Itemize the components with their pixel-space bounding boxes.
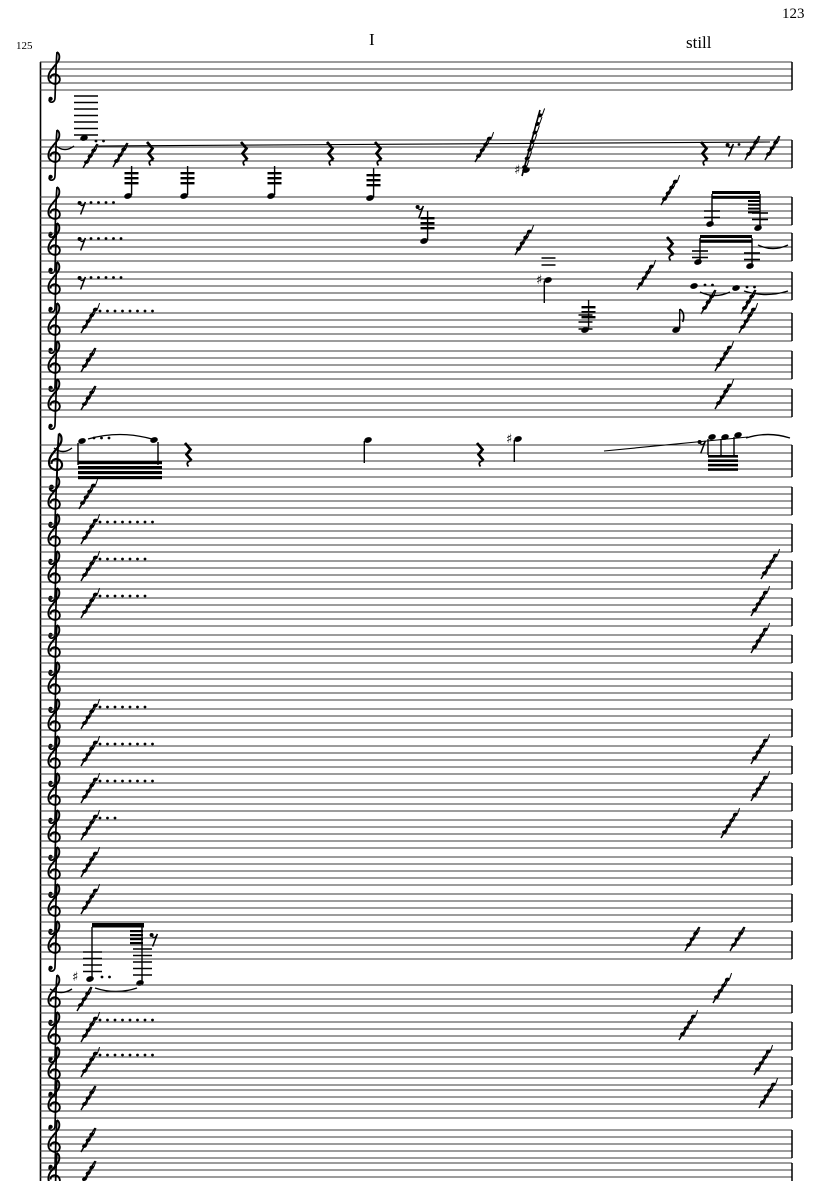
continuation-dot — [129, 558, 132, 561]
notehead — [77, 437, 86, 445]
continuation-dot — [97, 237, 100, 240]
notehead — [689, 282, 698, 290]
continuation-dot — [114, 743, 117, 746]
continuation-dot — [121, 1054, 124, 1057]
measure-number: 125 — [16, 40, 33, 52]
staff-17 — [40, 734, 792, 786]
treble-clef-icon — [48, 130, 59, 180]
grace-note-run — [81, 847, 100, 877]
grace-notehead — [82, 401, 88, 406]
continuation-dot — [106, 1019, 109, 1022]
grace-note-run — [81, 588, 100, 618]
slur — [88, 435, 152, 440]
beam — [78, 471, 162, 474]
grace-note-run — [83, 144, 98, 168]
continuation-dot — [151, 780, 154, 783]
grace-notehead — [740, 324, 746, 329]
duration-dot — [100, 437, 103, 440]
beam — [130, 938, 143, 940]
continuation-dot — [99, 817, 102, 820]
phrase-line — [98, 142, 770, 146]
staff-15 — [40, 662, 792, 712]
sharp-accidental-icon: ♯ — [506, 432, 513, 447]
grace-notehead — [82, 757, 88, 762]
quarter-note — [363, 436, 372, 463]
notehead — [149, 436, 158, 444]
beam — [748, 200, 760, 202]
grace-note-run — [81, 1012, 100, 1042]
grace-notehead — [82, 572, 88, 577]
beam — [712, 191, 760, 194]
treble-clef-icon — [48, 884, 59, 934]
tremolo-beam — [181, 182, 195, 184]
continuation-dot — [114, 817, 117, 820]
continuation-dot — [144, 595, 147, 598]
continuation-dot — [106, 1054, 109, 1057]
staff-8 — [40, 379, 792, 429]
line — [540, 117, 542, 124]
continuation-dot — [99, 558, 102, 561]
grace-note-run — [81, 773, 100, 803]
continuation-dot — [99, 780, 102, 783]
quarter-rest-hook — [479, 461, 483, 467]
grace-note-run — [81, 736, 100, 766]
treble-clef-icon — [48, 736, 59, 786]
sharp-accidental-icon: ♯ — [72, 970, 79, 985]
duration-dot — [102, 140, 105, 143]
continuation-dot — [151, 310, 154, 313]
continuation-dot — [106, 595, 109, 598]
quarter-rest-icon — [477, 443, 484, 461]
eighth-rest-icon — [150, 933, 158, 947]
duration-dot — [108, 437, 111, 440]
continuation-dot — [136, 780, 139, 783]
treble-clef-icon — [48, 514, 59, 564]
treble-clef-icon — [48, 810, 59, 860]
continuation-dot — [121, 706, 124, 709]
lyric-syllable-2: still — [686, 33, 712, 52]
treble-clef-icon — [48, 52, 59, 102]
continuation-dot — [114, 558, 117, 561]
tremolo-beam — [181, 177, 195, 179]
continuation-dot — [114, 1054, 117, 1057]
staff-10 — [40, 477, 792, 527]
beam — [130, 942, 143, 944]
grace-note-run — [81, 303, 100, 333]
continuation-dot — [129, 1019, 132, 1022]
continuation-dot — [136, 706, 139, 709]
continuation-dot — [129, 780, 132, 783]
line — [732, 341, 734, 347]
sharp-accidental-icon: ♯ — [514, 163, 521, 178]
beam — [700, 240, 752, 243]
quarter-rest-icon — [147, 142, 154, 160]
quarter-note — [536, 258, 556, 303]
continuation-dot — [114, 595, 117, 598]
tie — [95, 988, 137, 992]
page-number: 123 — [782, 6, 805, 22]
grace-notehead — [82, 1101, 88, 1106]
duration-dot — [108, 976, 111, 979]
grace-note-run — [81, 348, 96, 372]
continuation-dot — [114, 706, 117, 709]
staff-20 — [40, 847, 792, 897]
quarter-rest-icon — [701, 142, 708, 160]
tremolo-beam — [125, 172, 139, 174]
staff-4 — [40, 211, 792, 273]
continuation-dot — [114, 1019, 117, 1022]
beam — [78, 476, 162, 479]
notehead — [85, 975, 94, 983]
tremolo-beam — [268, 182, 282, 184]
continuation-dot — [136, 558, 139, 561]
beam — [78, 461, 162, 464]
eighth-rest-icon — [78, 276, 86, 290]
treble-clef-icon — [48, 187, 59, 237]
continuation-dot — [129, 1054, 132, 1057]
continuation-dot — [106, 310, 109, 313]
grace-note-run — [81, 1047, 100, 1077]
treble-clef-icon — [48, 699, 59, 749]
continuation-dot — [106, 817, 109, 820]
grace-notehead — [114, 158, 120, 163]
continuation-dot — [144, 1054, 147, 1057]
continuation-dot — [121, 1019, 124, 1022]
line — [732, 379, 734, 385]
notehead — [745, 262, 754, 270]
quarter-rest-hook — [187, 461, 191, 467]
beam — [130, 930, 143, 932]
grace-notehead — [731, 942, 737, 947]
duration-dot — [704, 284, 707, 287]
tremolo-beam — [367, 184, 381, 186]
tremolo-beam — [367, 174, 381, 176]
continuation-dot — [99, 595, 102, 598]
grace-note-run — [81, 884, 100, 914]
line — [529, 151, 531, 158]
lyric-syllable-1: I — [369, 30, 375, 49]
line — [776, 1078, 778, 1084]
eighth-rest-icon — [416, 205, 424, 219]
quarter-rest-hook — [329, 160, 333, 166]
line — [756, 303, 758, 309]
tremolo-note — [579, 300, 596, 334]
continuation-dot — [99, 706, 102, 709]
continuation-dot — [97, 201, 100, 204]
beam — [708, 464, 738, 467]
continuation-dot — [129, 706, 132, 709]
staff-28 — [40, 1153, 792, 1181]
grace-notehead — [84, 159, 90, 164]
continuation-dot — [112, 201, 115, 204]
grace-note-run — [715, 341, 734, 371]
notehead — [705, 220, 714, 228]
continuation-dot — [129, 521, 132, 524]
continuation-dot — [99, 1019, 102, 1022]
continuation-dot — [136, 595, 139, 598]
quarter-note — [506, 432, 523, 462]
grace-notehead — [82, 720, 88, 725]
duration-dot — [711, 284, 714, 287]
staff-22 — [40, 921, 792, 992]
continuation-dot — [136, 743, 139, 746]
staff-19 — [40, 808, 792, 860]
grace-note-run — [81, 1161, 96, 1181]
treble-clef-icon — [48, 847, 59, 897]
continuation-dot — [151, 743, 154, 746]
notehead — [693, 258, 702, 266]
continuation-dot — [106, 780, 109, 783]
line — [492, 132, 494, 138]
treble-clef-icon — [48, 223, 59, 273]
quarter-rest-hook — [703, 160, 707, 166]
continuation-dot — [136, 521, 139, 524]
continuation-dot — [105, 237, 108, 240]
notehead — [135, 979, 144, 987]
grace-note-run — [81, 386, 96, 410]
staff-12 — [40, 549, 792, 601]
grace-notehead — [746, 151, 752, 156]
eighth-rest-icon — [78, 237, 86, 251]
continuation-dot — [129, 595, 132, 598]
continuation-dot — [144, 743, 147, 746]
continuation-dot — [90, 237, 93, 240]
continuation-dot — [120, 276, 123, 279]
grace-note-run — [81, 810, 100, 840]
tremolo-beam — [421, 222, 435, 224]
continuation-dot — [151, 1019, 154, 1022]
line — [98, 303, 100, 309]
continuation-dot — [121, 310, 124, 313]
grace-note-run — [81, 1128, 96, 1152]
staff-14 — [40, 623, 792, 675]
continuation-dot — [121, 558, 124, 561]
quarter-rest-hook — [243, 160, 247, 166]
grace-notehead — [82, 1033, 88, 1038]
staff-3 — [40, 166, 792, 237]
quarter-rest-hook — [669, 255, 673, 261]
line — [678, 175, 680, 181]
staff-16 — [40, 699, 792, 749]
duration-dot — [95, 140, 98, 143]
staff-23 — [40, 973, 792, 1025]
sharp-accidental-icon: ♯ — [536, 273, 543, 288]
continuation-dot — [106, 706, 109, 709]
staff-7 — [40, 341, 792, 391]
continuation-dot — [99, 310, 102, 313]
beam — [712, 196, 760, 199]
tremolo-beam — [582, 306, 596, 308]
beam — [708, 455, 738, 458]
grace-notehead — [716, 362, 722, 367]
grace-note-run — [739, 303, 758, 333]
continuation-dot — [90, 201, 93, 204]
continuation-dot — [151, 521, 154, 524]
line — [730, 973, 732, 979]
staff-9 — [40, 431, 792, 491]
grace-notehead — [82, 363, 88, 368]
grace-notehead — [82, 905, 88, 910]
continuation-dot — [99, 743, 102, 746]
treble-clef-icon — [48, 773, 59, 823]
continuation-dot — [106, 521, 109, 524]
continuation-dot — [105, 201, 108, 204]
continuation-dot — [144, 310, 147, 313]
tremolo-beam — [125, 182, 139, 184]
quarter-rest-hook — [149, 160, 153, 166]
grace-notehead — [702, 305, 708, 310]
continuation-dot — [144, 521, 147, 524]
continuation-dot — [114, 521, 117, 524]
grace-notehead — [82, 1068, 88, 1073]
beam — [708, 468, 738, 471]
line — [96, 479, 98, 485]
staff-11 — [40, 514, 792, 564]
quarter-rest-hook — [377, 160, 381, 166]
treble-clef-icon — [48, 625, 59, 675]
continuation-dot — [129, 310, 132, 313]
quarter-rest-icon — [185, 443, 192, 461]
tremolo-beam — [367, 179, 381, 181]
continuation-dot — [738, 143, 741, 146]
grace-notehead — [766, 151, 772, 156]
continuation-dot — [144, 780, 147, 783]
beam — [700, 235, 752, 238]
continuation-dot — [99, 521, 102, 524]
continuation-dot — [121, 780, 124, 783]
beam — [78, 466, 162, 469]
continuation-dot — [106, 558, 109, 561]
continuation-dot — [106, 743, 109, 746]
tremolo-note — [179, 166, 194, 200]
grace-notehead — [82, 831, 88, 836]
beam — [92, 923, 144, 928]
tremolo-beam — [421, 217, 435, 219]
continuation-dot — [112, 237, 115, 240]
continuation-dot — [144, 558, 147, 561]
staff-18 — [40, 771, 792, 823]
grace-note-run — [81, 551, 100, 581]
continuation-dot — [136, 1054, 139, 1057]
tremolo-beam — [268, 177, 282, 179]
grace-notehead — [82, 609, 88, 614]
grace-notehead — [686, 942, 692, 947]
continuation-dot — [112, 276, 115, 279]
grace-note-run — [81, 699, 100, 729]
treble-clef-icon — [48, 551, 59, 601]
staff-26 — [40, 1078, 792, 1130]
eighth-rest-icon — [78, 201, 86, 215]
grace-note-run — [715, 379, 734, 409]
line — [542, 108, 544, 115]
continuation-dot — [99, 1054, 102, 1057]
treble-clef-icon — [48, 588, 59, 638]
staff-6 — [40, 303, 792, 353]
continuation-dot — [121, 595, 124, 598]
continuation-dot — [136, 1019, 139, 1022]
grace-notehead — [82, 868, 88, 873]
continuation-dot — [121, 521, 124, 524]
continuation-dot — [105, 276, 108, 279]
staff-1 — [40, 52, 792, 102]
tremolo-note — [123, 166, 138, 200]
beam — [708, 459, 738, 462]
treble-clef-icon — [48, 921, 59, 971]
continuation-dot — [90, 276, 93, 279]
duration-dot — [101, 976, 104, 979]
grace-notehead — [716, 400, 722, 405]
continuation-dot — [129, 743, 132, 746]
treble-clef-icon — [48, 975, 59, 1025]
staff-2 — [40, 96, 792, 180]
continuation-dot — [121, 743, 124, 746]
eighth-rest-icon — [698, 440, 706, 454]
line — [537, 126, 539, 133]
staff-25 — [40, 1045, 792, 1097]
beam — [748, 204, 760, 206]
tremolo-beam — [181, 172, 195, 174]
continuation-dot — [114, 780, 117, 783]
staff-21 — [40, 884, 792, 934]
tremolo-beam — [268, 172, 282, 174]
continuation-dot — [151, 1054, 154, 1057]
tremolo-beam — [582, 316, 596, 318]
continuation-dot — [97, 276, 100, 279]
staff-13 — [40, 586, 792, 638]
arpeggio-run — [522, 108, 545, 176]
tie — [746, 435, 790, 439]
continuation-dot — [144, 1019, 147, 1022]
grace-note-run — [661, 175, 680, 205]
continuation-dot — [144, 706, 147, 709]
beam — [130, 934, 143, 936]
beam — [748, 208, 760, 210]
treble-clef-icon — [48, 477, 59, 527]
continuation-dot — [114, 310, 117, 313]
tremolo-beam — [125, 177, 139, 179]
grace-note-run — [81, 514, 100, 544]
continuation-dot — [120, 237, 123, 240]
notehead — [731, 284, 740, 292]
continuation-dot — [136, 310, 139, 313]
duration-dot — [753, 286, 756, 289]
grace-notehead — [82, 324, 88, 329]
grace-notehead — [742, 305, 748, 310]
treble-clef-icon — [48, 662, 59, 712]
tremolo-note — [266, 166, 281, 200]
grace-notehead — [82, 794, 88, 799]
grace-notehead — [82, 535, 88, 540]
grace-notehead — [78, 1002, 84, 1007]
duration-dot — [746, 286, 749, 289]
tremolo-beam — [421, 227, 435, 229]
line — [532, 225, 534, 231]
